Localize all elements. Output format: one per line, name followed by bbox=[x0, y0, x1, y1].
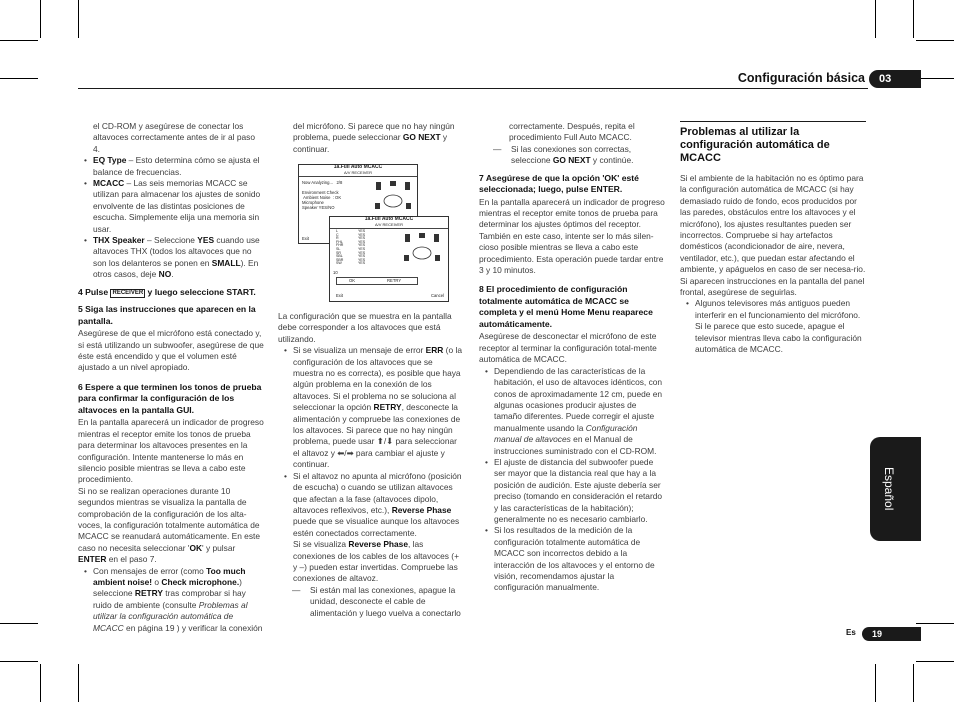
crop-mark bbox=[916, 661, 954, 662]
crop-mark bbox=[78, 664, 79, 702]
language-tab: Español bbox=[870, 437, 921, 541]
crop-mark bbox=[875, 0, 876, 38]
list-item: • THX Speaker – Seleccione YES cuando use altavoces THX (todos los altavoces que no son los delanteros se ponen en SMALL). En otros casos, deje NO. bbox=[78, 235, 264, 281]
crop-mark bbox=[40, 0, 41, 38]
receiver-key-icon: RECEIVER bbox=[112, 289, 144, 296]
osd-title: 1a.Full Auto MCACC bbox=[333, 164, 383, 170]
list-item: • Con mensajes de error (como Too much ambient noise! o Check microphone.) seleccione RETRY tras comprobar si hay ruido de ambiente (consulte Problemas al utilizar la configuración automática de MCACC en página 19 ) y verificar la conexión bbox=[78, 566, 264, 634]
crop-mark bbox=[913, 664, 914, 702]
speaker-layout-icon bbox=[402, 231, 442, 267]
step-heading: 7 Asegúrese de que la opción 'OK' esté seleccionada; luego, pulse ENTER. bbox=[479, 172, 639, 195]
osd-counter: 10 bbox=[333, 270, 338, 275]
column-2 bbox=[278, 121, 464, 155]
osd-speaker-row: SBR YES bbox=[336, 257, 366, 262]
list-item: — Si las conexiones son correctas, seleccione GO NEXT y continúe. bbox=[479, 144, 665, 167]
crop-mark bbox=[913, 0, 914, 38]
page-header bbox=[78, 70, 921, 88]
osd-retry-button[interactable]: RETRY bbox=[387, 278, 402, 283]
paragraph: Si se visualiza Reverse Phase, las conexiones de los cables de los altavoces (+ y –) pueden estar invertidas. Compruebe las conexiones de altavoz. bbox=[293, 539, 459, 584]
crop-mark bbox=[0, 78, 38, 79]
osd-exit: Exit bbox=[302, 236, 309, 241]
osd-subtitle: A/V RECEIVER bbox=[330, 222, 448, 229]
crop-mark bbox=[0, 623, 38, 624]
paragraph: También en este caso, intente ser lo más silen-cioso posible mientras se lleva a cabo este procedimiento. Esta operación puede tardar entre 3 y 10 minutos. bbox=[479, 230, 664, 276]
list-item: • MCACC – Las seis memorias MCACC se utilizan para almacenar los ajustes de sonido envolvente de las distintas posiciones de escucha. Simplemente elija una memoria sin usar. bbox=[78, 178, 264, 235]
page-number: 19 bbox=[862, 627, 921, 641]
paragraph: Asegúrese de que el micrófono está conectado y, si está utilizando un subwoofer, asegúrese de que éste está encendido y que el volumen esté ajustado a un nivel apropiado. bbox=[78, 328, 264, 373]
osd-line: Microphone bbox=[302, 200, 324, 205]
osd-speaker-row: L YES bbox=[336, 229, 366, 233]
crop-mark bbox=[78, 0, 79, 38]
crop-mark bbox=[916, 78, 954, 79]
column-2-lower bbox=[278, 311, 464, 619]
paragraph: La configuración que se muestra en la pantalla debe corresponder a los altavoces que está utilizando. bbox=[278, 311, 452, 344]
paragraph: del micrófono. Si parece que no hay ningún problema, puede seleccionar GO NEXT y continuar. bbox=[293, 121, 455, 154]
step-heading: 6 Espere a que terminen los tonos de prueba para confirmar la configuración de los altavoces en la pantalla GUI. bbox=[78, 381, 262, 415]
crop-mark bbox=[40, 664, 41, 702]
osd-speaker-row: SBL YES bbox=[336, 254, 366, 259]
column-4 bbox=[680, 126, 868, 356]
step-heading: 4 Pulse RECEIVER y luego seleccione START. bbox=[78, 286, 256, 297]
osd-speaker-row: R YES bbox=[336, 236, 366, 241]
list-item: • El ajuste de distancia del subwoofer puede ser mayor que la distancia real que hay a la posición de audición. Este ajuste debería ser preciso (tomando en consideración el retardo y las características de la habitación); generalmente no es necesario cambiarlo. bbox=[479, 457, 665, 525]
section-rule bbox=[680, 121, 866, 122]
paragraph: En la pantalla aparecerá un indicador de progreso mientras el receptor emite los tonos de prueba para determinar los altavoces presentes en la configuración. Intente mantenerse lo más en silencio posible mientras se lleva a cabo este procedimiento. bbox=[78, 417, 264, 485]
osd-cancel: Cancel bbox=[430, 293, 444, 298]
osd-line: Ambient Noise : OK bbox=[303, 195, 342, 200]
list-item: • Algunos televisores más antiguos pueden interferir en el funcionamiento del micrófono. Si le parece que esto sucede, apague el televisor mientras lleva cabo la configuración automática de MCACC. bbox=[680, 298, 868, 355]
chapter-number: 03 bbox=[869, 70, 921, 88]
osd-line: Environment Check bbox=[302, 190, 339, 195]
list-item: • Si los resultados de la medición de la configuración totalmente automática de MCACC son incorrectos debido a la interacción de los altavoces y el entorno de visión, recomendamos ajustar la configuración manualmente. bbox=[479, 525, 665, 593]
osd-speaker-row: SR YES bbox=[336, 250, 366, 255]
speaker-layout-icon bbox=[373, 179, 413, 215]
header-rule bbox=[78, 88, 868, 89]
step-heading: 5 Siga las instrucciones que aparecen en la pantalla. bbox=[78, 304, 256, 326]
osd-title: 1a.Full Auto MCACC bbox=[364, 216, 414, 222]
crop-mark bbox=[875, 664, 876, 702]
crop-mark bbox=[0, 661, 38, 662]
osd-speaker-row: FHR YES bbox=[336, 243, 366, 248]
column-1 bbox=[78, 121, 264, 634]
section-title: Configuración básica bbox=[737, 71, 865, 85]
list-item: — Si están mal las conexiones, apague la unidad, desconecte el cable de alimentación y luego vuelva a conectarlo bbox=[278, 585, 464, 619]
paragraph: Si el ambiente de la habitación no es óptimo para la configuración automática de MCACC (si hay demasiado ruido de fondo, ecos producidos por las paredes, obstáculos entre los altavoces y el micrófono), los ajustes resultantes pueden ser incorrectos. Compruebe si hay artefactos domésticos (acondicionador de aire, nevera, ventilador, etc.), que puedan estar afectando el ambiente, y apáguelos en caso de ser necesa-rio. Si aparecen instrucciones en la pantalla del panel frontal, asegúrese de seguirlas. bbox=[680, 173, 866, 298]
osd-line: Now Analyzing... 2/8 bbox=[302, 180, 343, 185]
osd-speaker-row: FHL YES bbox=[336, 239, 366, 244]
osd-speaker-row: SW YES bbox=[336, 261, 366, 266]
list-item: • Si se visualiza un mensaje de error ERR (o la configuración de los altavoces que se muestra no es correcta), es posible que haya algún problema en la conexión de los altavoces. Si el problema no se soluciona al seleccionar la opción RETRY, desconecte la alimentación y compruebe las conexiones de los altavoces. Si parece que no hay ningún problema, puede usar ⬆/⬇ para seleccionar el altavoz y ⬅/➡ para cambiar el ajuste y continuar. bbox=[278, 345, 464, 470]
paragraph: el CD-ROM y asegúrese de conectar los altavoces correctamente antes de ir al paso 4. bbox=[93, 121, 256, 154]
osd-speaker-row: C YES bbox=[336, 232, 366, 237]
paragraph: correctamente. Después, repita el procedimiento Full Auto MCACC. bbox=[509, 121, 635, 143]
paragraph: En la pantalla aparecerá un indicador de progreso mientras el receptor emite tonos de prueba para determinar los ajustes óptimos del receptor. bbox=[479, 196, 665, 230]
crop-mark bbox=[916, 623, 954, 624]
column-3 bbox=[479, 121, 665, 594]
osd-screen-speaker-check bbox=[329, 216, 449, 302]
osd-ok-button[interactable]: OK bbox=[349, 278, 356, 283]
list-item: • Dependiendo de las características de la habitación, el uso de altavoces idénticos, con conos de aproximadamente 12 cm, puede en algunas ocasiones producir ajustes de tamaño diferentes. Puede corregir el ajuste manualmente usando la Configuración manual de altavoces en el Manual de instrucciones suministrado con el CD-ROM. bbox=[479, 366, 665, 457]
paragraph: Si no se realizan operaciones durante 10 segundos mientras se visualiza la pantalla de comprobación de la configuración de los alta-voces, la configuración totalmente automática de MCACC se reanudará automáticamente. En este caso no necesita seleccionar 'OK' y pulsar ENTER en el paso 7. bbox=[78, 485, 261, 565]
paragraph: Asegúrese de desconectar el micrófono de este receptor al terminar la configuración total-mente automática de MCACC. bbox=[479, 331, 657, 365]
osd-subtitle: A/V RECEIVER bbox=[299, 170, 417, 177]
osd-speaker-row: SL YES bbox=[336, 246, 366, 251]
section-heading: Problemas al utilizar la configuración automática de MCACC bbox=[680, 126, 830, 164]
crop-mark bbox=[916, 40, 954, 41]
osd-button-bar bbox=[336, 277, 418, 285]
step-heading: 8 El procedimiento de configuración totalmente automática de MCACC se completa y el menú Home Menu reaparece automáticamente. bbox=[479, 284, 653, 329]
crop-mark bbox=[0, 40, 38, 41]
language-code: Es bbox=[846, 628, 856, 637]
osd-line: Speaker YES/NO bbox=[302, 205, 335, 210]
list-item: • Si el altavoz no apunta al micrófono (posición de escucha) o cuando se utilizan altavoces que afectan a la fase (altavoces dipolo, altavoces reflexivos, etc.), Reverse Phase puede que se visualice aunque los altavoces estén conectados correctamente. bbox=[278, 471, 464, 539]
osd-exit: Exit bbox=[336, 293, 343, 298]
list-item: • EQ Type – Esto determina cómo se ajusta el balance de frecuencias. bbox=[78, 155, 264, 178]
